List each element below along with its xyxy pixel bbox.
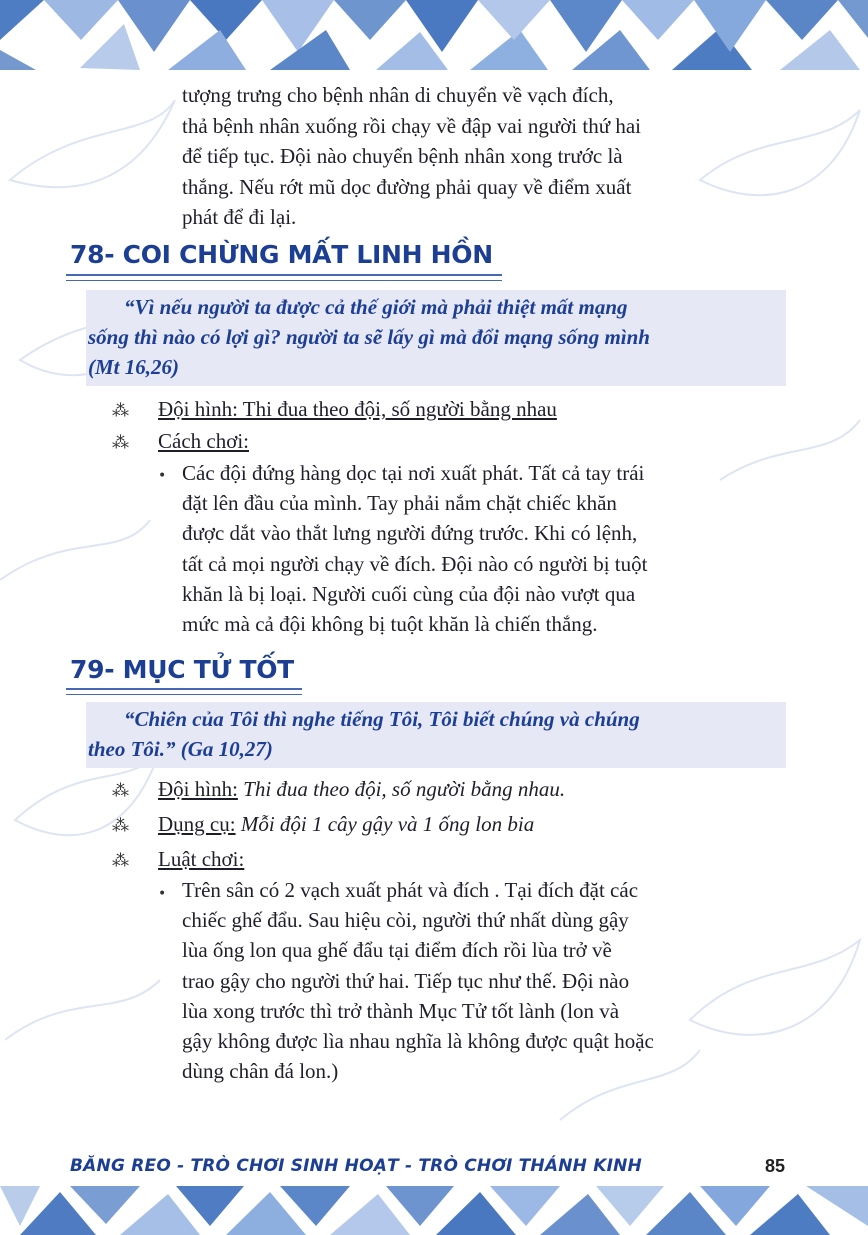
section-78-item-formation: ⁂ Đội hình: Thi đua theo đội, số người bằng nhau: [112, 395, 557, 425]
section-79-item-equipment: ⁂ Dụng cụ: Mỗi đội 1 cây gậy và 1 ống lon bia: [112, 810, 534, 840]
triple-asterism-icon: ⁂: [112, 816, 129, 835]
section-78-rules: [182, 458, 784, 639]
section-78-underline: [66, 274, 502, 281]
section-79-underline: [66, 688, 302, 695]
text-line: tượng trưng cho bệnh nhân di chuyển về vạch đích,: [182, 83, 614, 107]
text-line: Các đội đứng hàng dọc tại nơi xuất phát. Tất cả tay trái: [182, 461, 645, 485]
text-line: Trên sân có 2 vạch xuất phát và đích . Tại đích đặt các: [182, 878, 639, 902]
text-line: phát để đi lại.: [182, 205, 297, 229]
text-line: mức mà cả đội không bị tuột khăn là chiến thắng.: [182, 612, 598, 637]
intro-paragraph: [182, 80, 784, 233]
section-78-heading: 78- COI CHỪNG MẤT LINH HỒN: [70, 240, 493, 269]
quote-line: “Chiên của Tôi thì nghe tiếng Tôi, Tôi biết chúng và chúng: [124, 707, 640, 731]
triple-asterism-icon: ⁂: [112, 433, 129, 452]
section-79-heading: 79- MỤC TỬ TỐT: [70, 655, 294, 684]
text-line: thắng. Nếu rớt mũ dọc đường phải quay về điểm xuất: [182, 174, 632, 199]
section-79-rules: [182, 875, 784, 1086]
quote-line: “Vì nếu người ta được cả thế giới mà phải thiệt mất mạng: [124, 295, 628, 319]
page-number: 85: [765, 1156, 786, 1176]
text-line: được dắt vào thắt lưng người đứng trước. Khi có lệnh,: [182, 521, 638, 546]
text-line: lùa xong trước thì trở thành Mục Tử tốt lành (lon và: [182, 998, 620, 1023]
section-79-item-rules: ⁂ Luật chơi:: [112, 845, 244, 875]
text-line: chiếc ghế đẩu. Sau hiệu còi, người thứ nhất dùng gậy: [182, 908, 629, 933]
triangle-pattern-bottom: [0, 1186, 868, 1235]
text-line: dùng chân đá lon.): [182, 1059, 339, 1084]
quote-line: sống thì nào có lợi gì? người ta sẽ lấy gì mà đổi mạng sống mình: [88, 325, 650, 349]
footer-book-title: BĂNG REO - TRÒ CHƠI SINH HOẠT - TRÒ CHƠI THÁNH KINH: [70, 1156, 642, 1176]
triple-asterism-icon: ⁂: [112, 401, 129, 420]
section-79-quote: [86, 702, 786, 768]
triple-asterism-icon: ⁂: [112, 781, 129, 800]
bullet-dot-icon: •: [158, 886, 167, 902]
text-line: gậy không được lìa nhau nghĩa là không được quật hoặc: [182, 1029, 654, 1054]
text-line: thả bệnh nhân xuống rồi chạy về đập vai người thứ hai: [182, 113, 642, 138]
text-line: lùa ống lon qua ghế đẩu tại điểm đích rồi lùa trở về: [182, 938, 612, 963]
bullet-dot-icon: •: [158, 468, 167, 484]
text-line: khăn là bị loại. Người cuối cùng của đội nào vượt qua: [182, 581, 636, 606]
text-line: để tiếp tục. Đội nào chuyển bệnh nhân xong trước là: [182, 144, 623, 168]
bottom-decorative-band: [0, 1186, 868, 1235]
text-line: đặt lên đầu của mình. Tay phải nắm chặt chiếc khăn: [182, 491, 617, 516]
text-line: trao gậy cho người thứ hai. Tiếp tục như thế. Đội nào: [182, 968, 630, 993]
triple-asterism-icon: ⁂: [112, 851, 129, 870]
section-78-quote: [86, 290, 786, 386]
quote-line: (Mt 16,26): [88, 355, 179, 379]
section-79-item-formation: ⁂ Đội hình: Thi đua theo đội, số người bằng nhau.: [112, 775, 565, 805]
text-line: tất cả mọi người chạy về đích. Đội nào có người bị tuột: [182, 551, 648, 576]
quote-line: theo Tôi.” (Ga 10,27): [88, 737, 273, 761]
section-78-item-howto: ⁂ Cách chơi:: [112, 427, 249, 457]
